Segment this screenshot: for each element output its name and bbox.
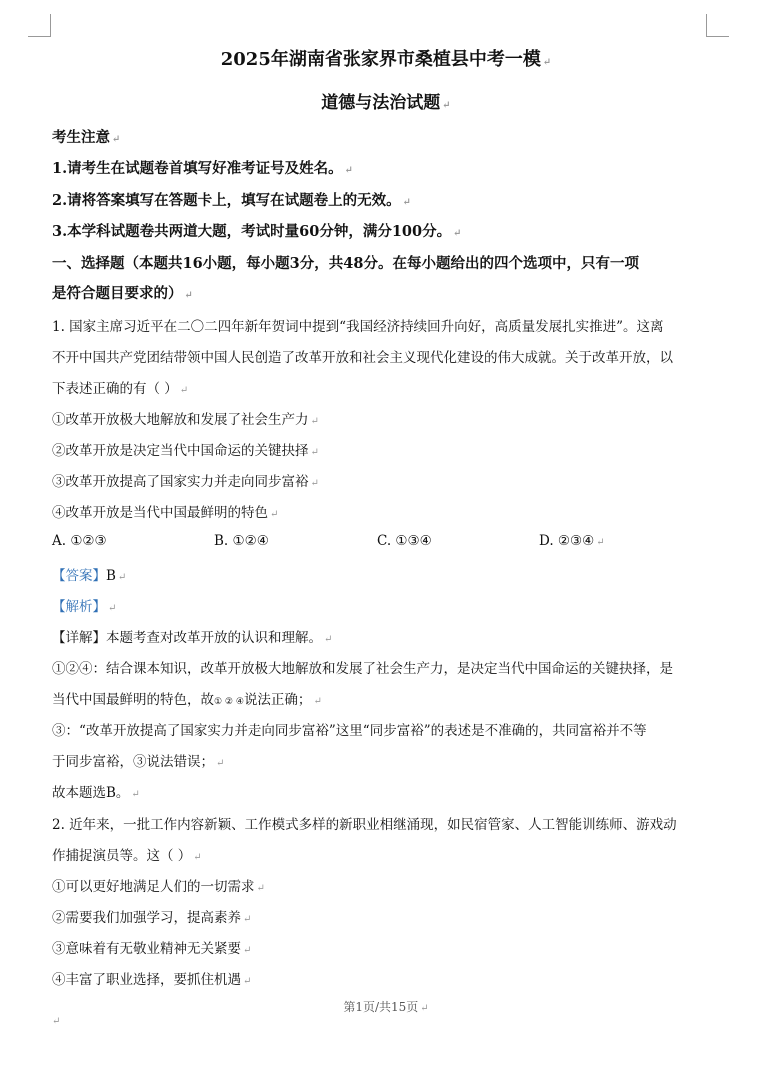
option-d: D. ②③④ ↵ [539, 533, 605, 549]
crop-mark-top-right [706, 14, 729, 37]
notice-item: 3.本学科试题卷共两道大题，考试时量60分钟，满分100分。 ↵ [52, 223, 462, 240]
explanation-2: ③：“改革开放提高了国家实力并走向同步富裕”这里“同步富裕”的表述是不准确的，共同富裕并不等 [52, 723, 647, 739]
exam-title: 2025年湖南省张家界市桑植县中考一模 ↵ [220, 49, 552, 70]
crop-mark-top-left [28, 14, 51, 37]
question-1-text: 1. 国家主席习近平在二〇二四年新年贺词中提到“我国经济持续回升向好，高质量发展扎实推进”。这离 [52, 319, 664, 335]
statement: ②改革开放是决定当代中国命运的关键抉择 ↵ [52, 443, 319, 459]
paragraph-mark-end: ↵ [52, 1016, 61, 1027]
statement: ①可以更好地满足人们的一切需求 ↵ [52, 879, 265, 895]
question-1-text: 不开中国共产党团结带领中国人民创造了改革开放和社会主义现代化建设的伟大成就。关于改革开放，以 [52, 350, 673, 366]
paragraph-mark: ↵ [542, 57, 552, 68]
explanation-1-cont: 当代中国最鲜明的特色，故① ② ④说法正确； ↵ [52, 692, 322, 708]
explanation-1: ①②④：结合课本知识，改革开放极大地解放和发展了社会生产力，是决定当代中国命运的关键抉择，是 [52, 661, 673, 677]
statement: ③改革开放提高了国家实力并走向同步富裕 ↵ [52, 474, 319, 490]
analysis-label: 【解析】 ↵ [52, 599, 117, 615]
statement: ①改革开放极大地解放和发展了社会生产力 ↵ [52, 412, 319, 428]
statement: ④改革开放是当代中国最鲜明的特色 ↵ [52, 505, 279, 521]
notice-heading: 考生注意 ↵ [52, 129, 121, 146]
statement: ③意味着有无敬业精神无关紧要 ↵ [52, 941, 252, 957]
detail-line: 【详解】本题考查对改革开放的认识和理解。 ↵ [52, 630, 333, 646]
question-2-text: 作捕捉演员等。这（ ） ↵ [52, 848, 202, 864]
statement: ②需要我们加强学习，提高素养 ↵ [52, 910, 252, 926]
option-a: A. ①②③ [52, 533, 107, 549]
section-heading-cont: 是符合题目要求的） ↵ [52, 285, 193, 302]
section-heading: 一、选择题（本题共16小题，每小题3分，共48分。在每小题给出的四个选项中，只有一项 [52, 255, 639, 272]
option-b: B. ①②④ [214, 533, 269, 549]
question-1-text: 下表述正确的有（ ） ↵ [52, 381, 189, 397]
answer-line: 【答案】B ↵ [52, 568, 127, 584]
option-c: C. ①③④ [377, 533, 432, 549]
answer-value: B [106, 568, 116, 584]
question-2-text: 2. 近年来，一批工作内容新颖、工作模式多样的新职业相继涌现，如民宿管家、人工智能训练师、游戏动 [52, 817, 677, 833]
page-footer: 第1页/共15页 ↵ [343, 1000, 429, 1014]
statement: ④丰富了职业选择，要抓住机遇 ↵ [52, 972, 252, 988]
explanation-2-cont: 于同步富裕，③说法错误； ↵ [52, 754, 225, 770]
conclusion: 故本题选B。 ↵ [52, 785, 140, 801]
exam-subtitle: 道德与法治试题 ↵ [321, 93, 451, 113]
notice-item: 1.请考生在试题卷首填写好准考证号及姓名。 ↵ [52, 160, 354, 177]
answer-label: 【答案】 [52, 568, 106, 584]
paragraph-mark: ↵ [442, 100, 451, 111]
notice-item: 2.请将答案填写在答题卡上，填写在试题卷上的无效。 ↵ [52, 192, 412, 209]
